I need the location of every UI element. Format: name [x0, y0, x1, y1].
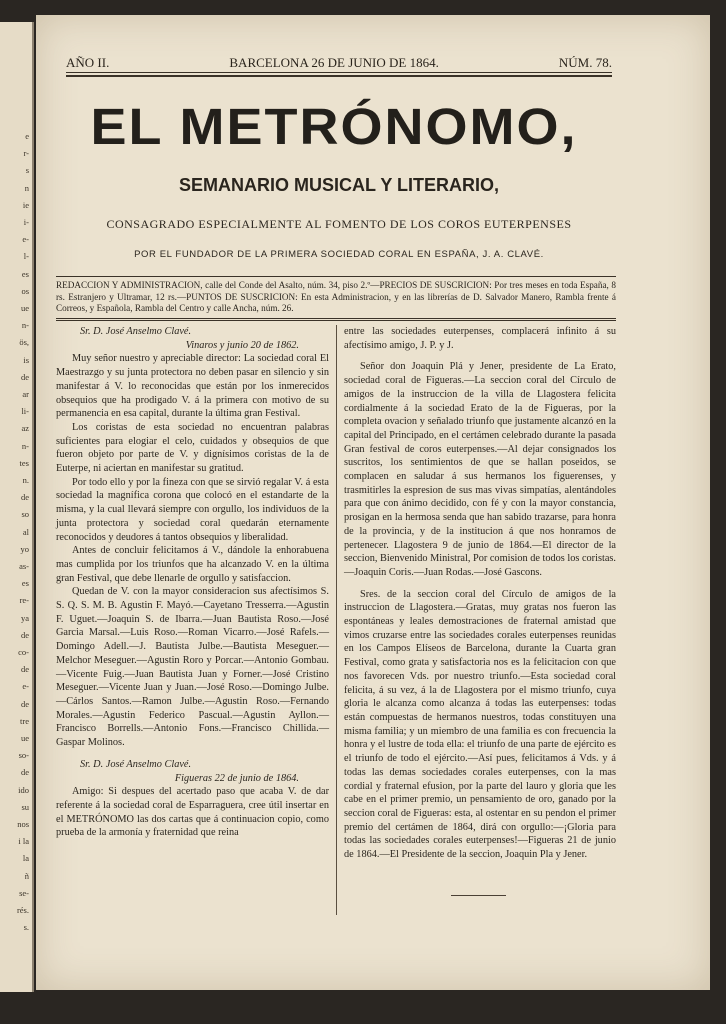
left-page-fragment: tre	[20, 715, 29, 726]
admin-rule-bottom-2	[56, 320, 616, 321]
left-page-fragment: e-	[22, 234, 29, 245]
letter-date: Vinaros y junio 20 de 1862.	[185, 339, 299, 351]
letter-heading: Sr. D. José Anselmo Clavé.	[80, 758, 192, 770]
left-page-fragment: e-	[22, 681, 29, 692]
left-page-fragment: ie	[22, 199, 29, 210]
left-page-fragment: e	[25, 131, 29, 141]
left-page-fragment: is	[23, 354, 29, 365]
letter-paragraph: Los coristas de esta sociedad no encuentran palabras suficientes para elogiar el celo, cuidados y obsequios de que fueron objeto por parte de V. y dignísimos coristas de la de Euterpe, ni aciertan en manifestar su gratitud.	[56, 421, 329, 475]
left-page-fragment: so-	[18, 750, 29, 761]
issue-number: NÚM. 78.	[558, 55, 612, 70]
left-page-fragment: re-	[19, 595, 29, 606]
left-page-fragment: rés.	[16, 905, 29, 915]
letter-paragraph: Amigo: Si despues del acertado paso que acaba V. de dar referente á la sociedad coral de Esparraguera, cree útil insertar en el METRÓNOMO las dos cartas que á continuacion copio, como prueba de la armonía y fraternidad que reina	[56, 786, 329, 839]
admin-rule-top	[56, 276, 616, 277]
left-page-fragment: n.	[22, 475, 29, 485]
left-page-fragment: i-	[23, 217, 29, 227]
left-page-fragment: ido	[18, 784, 29, 795]
column-right	[344, 325, 616, 862]
left-page-fragment: s.	[23, 922, 29, 933]
left-page-fragment: es	[21, 268, 29, 279]
article-end-rule	[451, 895, 506, 896]
left-page-fragment: ue	[20, 303, 29, 313]
letter-date: Figueras 22 de junio de 1864.	[174, 772, 299, 784]
masthead-rule-bottom	[66, 75, 612, 77]
left-page-fragment: ar	[22, 389, 29, 399]
left-page-fragment: se-	[19, 887, 29, 898]
founder-line: POR EL FUNDADOR DE LA PRIMERA SOCIEDAD CORAL EN ESPAÑA, J. A. CLAVÉ.	[134, 249, 544, 260]
left-page-fragment: de	[20, 767, 29, 778]
left-page-fragment: de	[20, 629, 29, 640]
left-page-fragment: n-	[21, 320, 29, 331]
left-page-fragment: ös,	[19, 337, 29, 348]
left-page-fragment: al	[22, 526, 29, 537]
letter-signatories: Quedan de V. con la mayor consideracion sus afectísimos S. S. Q. S. M. B. Agustin F. Mayó.—Cayetano Tresserra.—Agustin F. Uguet.—Joaquin S. de Ibarra.—Juan Bautista Roso.—José Garcia Marsal.—Luis Roso.—Roman Vicarro.—José Rafels.—Domingo Adell.—J. Bautista Julbe.—Bautista Meseguer.—Melchor Meseguer.—Agustin Roro y Porcar.—Antonio Gombau.—Vicente Fuig.—Juan Bautista Juan y Forner.—José Cristino Meseguer.—Vicente Juan y Juan.—José Roso.—Domingo Julbe.—Cárlos Santos.—Ramon Julbe.—Agustin Roso.—Fernando Morales.—Agustin Federico Pascual.—Agustin Ayllon.—Francisco Borrells.—Antonio Fons.—Francisco Chillida.—Gaspar Molinos.	[56, 586, 329, 749]
letter-paragraph: Muy señor nuestro y apreciable director: La sociedad coral El Maestrazgo y su junta protectora no deben pasar en silencio y sin manifestar á V. lo reconocidas que están por los inmerecidos obsequios que ha prodigado V. á la primera con motivo de su permanencia en esa capital, durante la última gran Festival.	[56, 353, 329, 420]
left-page-fragment: s	[25, 165, 29, 176]
left-page-fragment: de	[20, 371, 29, 382]
left-page-fragment: os	[21, 285, 29, 296]
left-page-fragment: az	[21, 423, 29, 434]
left-page-fragment: as-	[19, 561, 29, 571]
masthead-rule-top	[66, 72, 612, 73]
left-page-fragment: n	[24, 182, 29, 193]
adjacent-page-edge	[0, 22, 34, 992]
subscription-notice: REDACCION Y ADMINISTRACION, calle del Conde del Asalto, núm. 34, piso 2.º—PRECIOS DE SUSCRICION: Por tres meses en toda España, 8 rs. Estranjero y Ultramar, 12 rs.—PUNTOS DE SUSCRICION: En esta Administracion, y en las librerías de D. Salvador Manero, Rambla frente á Correos, y Española, Rambla del Centro y calle Ancha, núm. 26.	[56, 280, 616, 313]
column-left	[56, 325, 329, 840]
left-page-fragment: de	[20, 492, 29, 503]
letter-paragraph: Sres. de la seccion coral del Círculo de amigos de la instruccion de Llagostera.—Gratas, muy gratas nos fueron las espontáneas y leales demostraciones de fraternal amistad que vimos cruzarse entre las sociedades corales euterpenses reunidas en los Campos Elíseos de Barcelona, durante la Cuarta gran Festival, como grata y satisfactoria nos es la felicitacion con que nos favorecen Vds. por nuestro triunfo.—Esta sociedad coral felicita, á su vez, á la de Llagostera por el mismo triunfo, cuya gloria le alcanza como alcanza á todas las euterpenses: todas están compuestas de hermanos nuestros, todas constituyen una misma familia; y un miembro de una familia es con frecuencia la honra y el lustre de toda ella: el triunfo de una parte de ejército es el triunfo de todo el ejército.—Así pues, felicitamos á Vds. y á todas las demas sociedades corales euterpenses, con la mas cordial y fraternal efusion, por la parte del lauro y gloria que les cabe en el primer premio, un pensamiento de oro, ganado por la seccion coral de Figueras: esta, al ostentar en su pendon el primer premio del certámen de 1864, dirá con orgullo:—¡Gloria para todas las sociedades corales euterpenses!—Figueras 21 de junio de 1864.—El Presidente de la seccion, Joaquin Pla y Jener.	[344, 588, 616, 861]
dedication-line: CONSAGRADO ESPECIALMENTE AL FOMENTO DE LOS COROS EUTERPENSES	[106, 217, 572, 231]
dateline: BARCELONA 26 DE JUNIO DE 1864.	[229, 55, 439, 70]
letter-paragraph: Antes de concluir felicitamos á V., dándole la enhorabuena mas cumplida por los triunfos que ha alcanzado V. en la última gran Festival, que debe llenarle de orgullo y satisfaccion.	[56, 545, 329, 584]
left-page-fragment: ñ	[24, 870, 29, 881]
left-page-fragment: n-	[21, 440, 29, 451]
left-page-fragment: es	[21, 578, 29, 589]
left-page-fragment: r-	[23, 148, 29, 159]
left-page-fragment: de	[20, 664, 29, 675]
left-page-fragment: i la	[18, 836, 29, 847]
column-divider	[336, 325, 337, 915]
left-page-fragment: so	[21, 509, 29, 520]
left-page-fragment: ya	[20, 612, 29, 623]
left-page-fragment: l-	[23, 251, 29, 262]
left-page-fragment: yo	[20, 543, 29, 554]
left-page-fragment: co-	[18, 647, 29, 657]
left-page-fragment: de	[20, 698, 29, 709]
left-page-fragment: la	[22, 853, 29, 864]
left-page-fragment: nos	[17, 819, 29, 829]
left-page-fragment: ue	[20, 733, 29, 743]
letter-paragraph: Señor don Joaquin Plá y Jener, presidente de La Erato, sociedad coral de Figueras.—La seccion coral del Círculo de amigos de la instruccion de la villa de Llagostera felicita cordialmente á la sociedad Erato de la de Figueras, por la completa ovacion y señalado triunfo que justamente alcanzó en la capital del Principado, en el certámen celebrado durante la pasada Gran festival de coros euterpenses.—Al dejar consignados los suscritos, los sentimientos de que se hallan poseidos, se complacen en saludar á sus hermanos los figuerenses, y trasmitirles la espresion de sus mas vivas simpatías, alentándoles para que con ánimo decidido, con fé y con la mayor constancia, prosigan en la hermosa senda que han sabido trazarse, para honra de la provincia, y de la institucion á que nos honramos de pertenecer. Llagostera 9 de junio de 1864.—El director de la seccion, Bienvenido Ministral, Por comision de todos los coristas.—Joaquin Coris.—Juan Rodas.—José Gascons.	[344, 361, 616, 578]
letter-heading: Sr. D. José Anselmo Clavé.	[80, 326, 192, 337]
admin-rule-bottom	[56, 318, 616, 319]
left-page-fragment: li-	[21, 406, 29, 417]
left-page-fragment: su	[21, 801, 29, 812]
masthead-info	[66, 55, 612, 71]
left-page-fragment: tes	[19, 457, 29, 468]
newspaper-subtitle: SEMANARIO MUSICAL Y LITERARIO,	[178, 175, 500, 195]
letter-paragraph: Por todo ello y por la fineza con que se sirvió regalar V. á esta sociedad la magnífica corona que colocó en el estandarte de la misma, y la cual llevará siempre con orgullo, los individuos de la junta protectora y sociedad coral quedarán eternamente reconocidos y deudores á tantos obsequios y liberalidad.	[56, 476, 329, 543]
letter-continuation: entre las sociedades euterpenses, complacerá infinito á su afectísimo amigo, J. P. y J.	[344, 326, 616, 351]
year-label: AÑO II.	[66, 55, 110, 70]
newspaper-title: EL METRÓNOMO,	[90, 98, 578, 156]
